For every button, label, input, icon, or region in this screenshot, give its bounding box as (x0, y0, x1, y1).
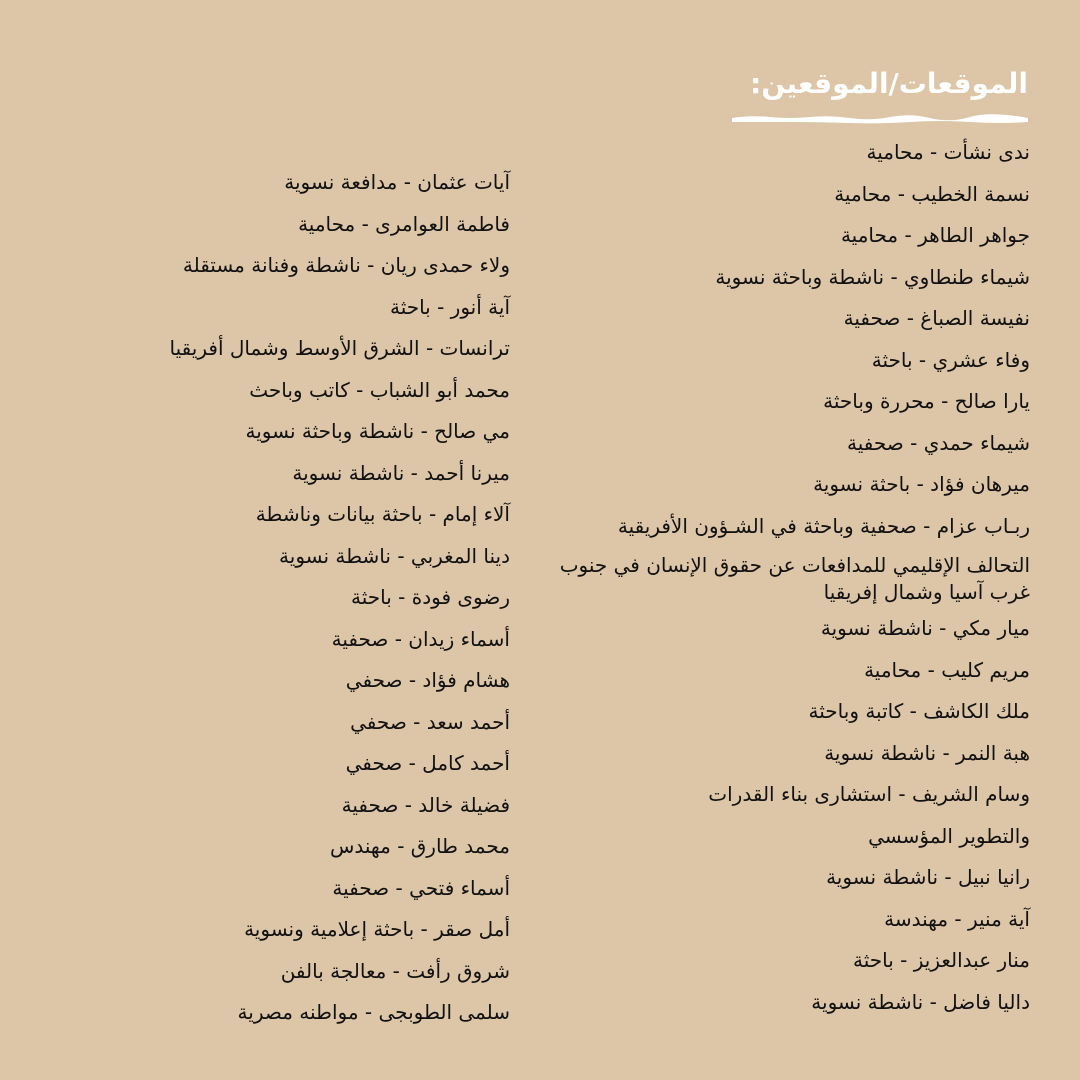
signatory-item: آية أنور - باحثة (389, 294, 510, 319)
signatory-item: سلمى الطوبجى - مواطنه مصرية (237, 1000, 510, 1024)
signatory-item: مي صالح - ناشطة وباحثة نسوية (245, 419, 510, 443)
signatory-item: والتطوير المؤسسي (868, 823, 1030, 848)
signatory-item: مريم كليب - محامية (864, 657, 1030, 682)
signatory-item: رضوى فودة - باحثة (351, 585, 510, 609)
page-heading: الموقعات/الموقعين: (750, 67, 1028, 100)
heading-brush-underline (730, 114, 1030, 124)
signatory-item: جواهر الطاهر - محامية (840, 223, 1030, 247)
signatory-item: شيماء حمدي - صحفية (847, 430, 1030, 455)
signatories-right-column (540, 132, 1030, 1023)
signatory-item: فضيلة خالد - صحفية (341, 792, 510, 817)
signatory-item: ترانسات - الشرق الأوسط وشمال أفريقيا (169, 336, 510, 360)
signatory-item: ربـاب عزام - صحفية وباحثة في الشـؤون الأفريقية (617, 513, 1030, 538)
signatory-item: آيات عثمان - مدافعة نسوية (284, 170, 510, 194)
signatory-item: شيماء طنطاوي - ناشطة وباحثة نسوية (715, 264, 1030, 289)
signatory-item: آية منير - مهندسة (884, 906, 1030, 931)
signatory-item: أسماء فتحي - صحفية (332, 875, 510, 900)
signatory-item: أسماء زيدان - صحفية (331, 626, 510, 651)
signatory-item: أمل صقر - باحثة إعلامية ونسوية (244, 917, 510, 941)
signatory-item: منار عبدالعزيز - باحثة (853, 948, 1030, 972)
signatory-item: نفيسة الصباغ - صحفية (843, 306, 1030, 330)
signatory-item: التحالف الإقليمي للمدافعات عن حقوق الإنسان في جنوب غرب آسيا وشمال إفريقيا (559, 553, 1030, 604)
signatory-item: وفاء عشري - باحثة (871, 347, 1030, 372)
signatory-item: آلاء إمام - باحثة بيانات وناشطة (255, 502, 510, 526)
signatory-item: فاطمة العوامرى - محامية (298, 211, 510, 236)
signatory-item: محمد طارق - مهندس (329, 834, 510, 858)
signatory-item: وسام الشريف - استشارى بناء القدرات (708, 782, 1030, 806)
signatory-item: ميرهان فؤاد - باحثة نسوية (813, 472, 1030, 496)
signatory-item: أحمد سعد - صحفي (350, 709, 510, 734)
signatory-item: ملك الكاشف - كاتبة وباحثة (808, 699, 1030, 723)
signatory-item: رانيا نبيل - ناشطة نسوية (826, 865, 1030, 889)
signatory-item: هشام فؤاد - صحفي (345, 668, 510, 692)
signatory-item: شروق رأفت - معالجة بالفن (280, 958, 510, 983)
signatory-item: يارا صالح - محررة وباحثة (823, 389, 1030, 413)
signatory-item: ولاء حمدى ريان - ناشطة وفنانة مستقلة (182, 253, 510, 277)
signatory-item: ميرنا أحمد - ناشطة نسوية (292, 460, 510, 485)
signatory-item: ميار مكي - ناشطة نسوية (820, 616, 1030, 640)
signatory-item: نسمة الخطيب - محامية (834, 181, 1030, 206)
signatory-item: أحمد كامل - صحفي (345, 751, 510, 775)
signatory-item: ندى نشأت - محامية (866, 140, 1030, 164)
signatory-item: داليا فاضل - ناشطة نسوية (811, 989, 1030, 1014)
signatories-left-column (50, 162, 510, 1034)
signatory-item: هبة النمر - ناشطة نسوية (824, 740, 1030, 765)
signatory-item: دينا المغربي - ناشطة نسوية (279, 543, 510, 568)
signatory-item: محمد أبو الشباب - كاتب وباحث (249, 377, 510, 402)
